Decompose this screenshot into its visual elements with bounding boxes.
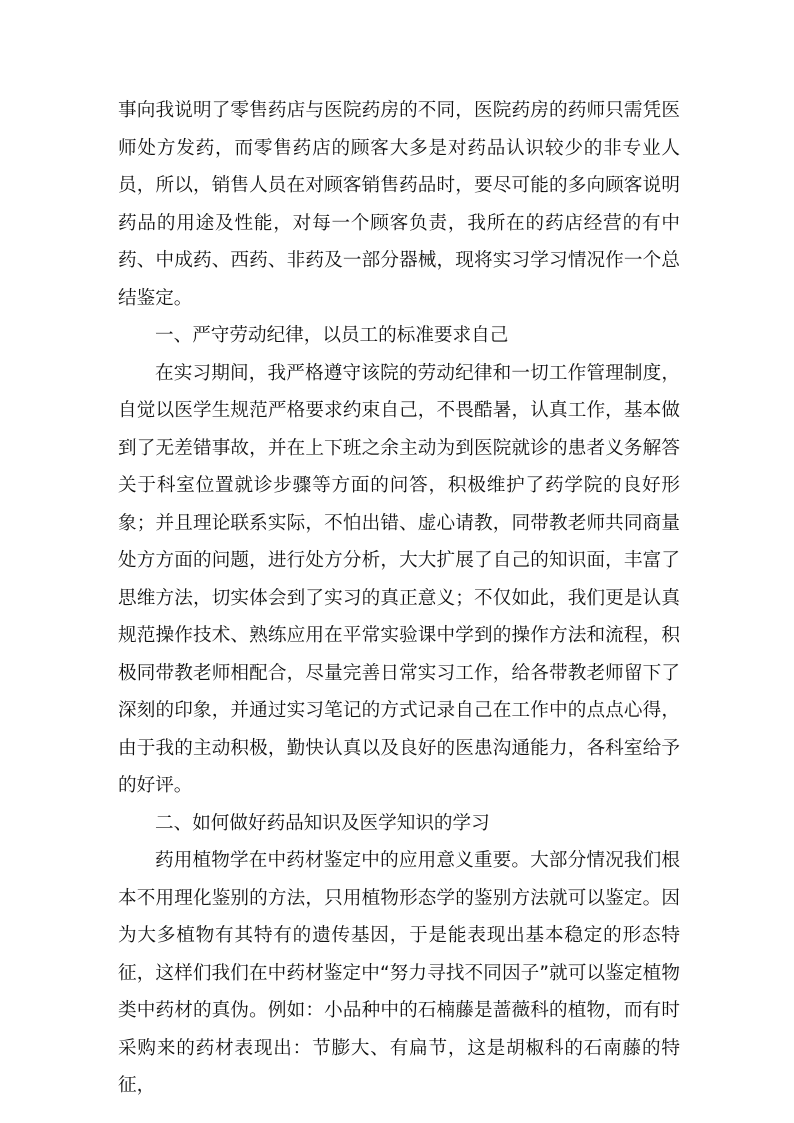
paragraph-botany: 药用植物学在中药材鉴定中的应用意义重要。大部分情况我们根本不用理化鉴别的方法，只用植物形态学的鉴别方法就可以鉴定。因为大多植物有其特有的遗传基因，于是能表现出基本稳定的形态特征，这样们我们在中药材鉴定中“努力寻找不同因子”就可以鉴定植物类中药材的真伪。例如：小品种中的石楠藤是蔷薇科的植物，而有时采购来的药材表现出：节膨大、有扁节，这是胡椒科的石南藤的特征， bbox=[118, 850, 680, 1096]
document-body bbox=[118, 92, 680, 1105]
section-heading-1: 一、严守劳动纪律，以员工的标准要求自己 bbox=[155, 325, 509, 346]
paragraph-intro: 事向我说明了零售药店与医院药房的不同，医院药房的药师只需凭医师处方发药，而零售药店的顾客大多是对药品认识较少的非专业人员，所以，销售人员在对顾客销售药品时，要尽可能的多向顾客说明药品的用途及性能，对每一个顾客负责，我所在的药店经营的有中药、中成药、西药、非药及一部分器械，现将实习学习情况作一个总结鉴定。 bbox=[118, 100, 680, 309]
paragraph-discipline: 在实习期间，我严格遵守该院的劳动纪律和一切工作管理制度，自觉以医学生规范严格要求约束自己，不畏酷暑，认真工作，基本做到了无差错事故，并在上下班之余主动为到医院就诊的患者义务解答关于科室位置就诊步骤等方面的问答，积极维护了药学院的良好形象；并且理论联系实际，不怕出错、虚心请教，同带教老师共同商量处方方面的问题，进行处方分析，大大扩展了自己的知识面，丰富了思维方法，切实体会到了实习的真正意义；不仅如此，我们更是认真规范操作技术、熟练应用在平常实验课中学到的操作方法和流程，积极同带教老师相配合，尽量完善日常实习工作，给各带教老师留下了深刻的印象，并通过实习笔记的方式记录自己在工作中的点点心得，由于我的主动积极，勤快认真以及良好的医患沟通能力，各科室给予的好评。 bbox=[118, 362, 680, 796]
section-heading-2: 二、如何做好药品知识及医学知识的学习 bbox=[155, 812, 490, 834]
